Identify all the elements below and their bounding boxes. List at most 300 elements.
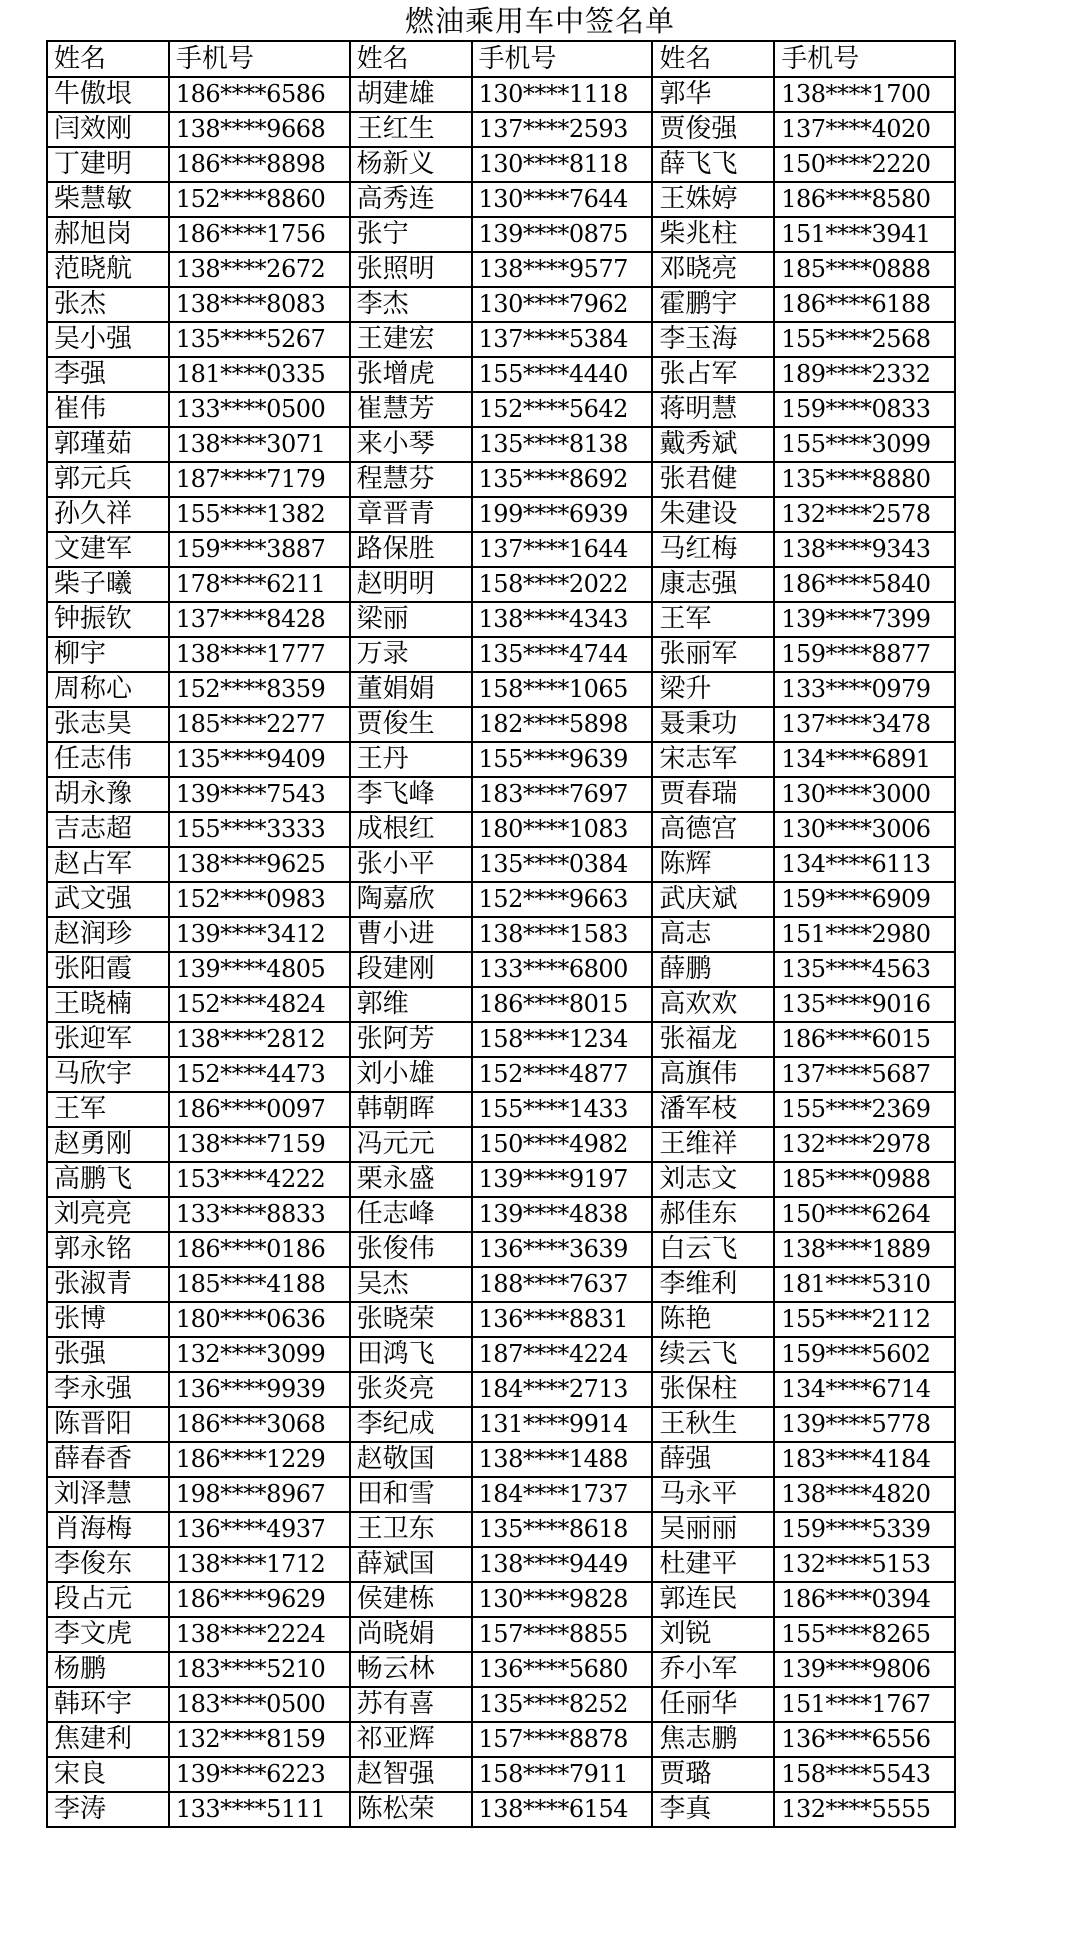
- cell-name-1: 李涛: [47, 1792, 169, 1827]
- cell-phone-3: 136****6556: [774, 1722, 955, 1757]
- table-row: [47, 847, 955, 882]
- cell-phone-1: 139****6223: [169, 1757, 350, 1792]
- cell-name-1: 张强: [47, 1337, 169, 1372]
- cell-phone-3: 138****1700: [774, 77, 955, 112]
- cell-phone-1: 155****3333: [169, 812, 350, 847]
- table-row: [47, 1372, 955, 1407]
- cell-name-2: 赵智强: [350, 1757, 472, 1792]
- table-row: [47, 462, 955, 497]
- cell-name-1: 杨鹏: [47, 1652, 169, 1687]
- cell-name-3: 王维祥: [652, 1127, 774, 1162]
- table-row: [47, 1722, 955, 1757]
- table-row: [47, 1792, 955, 1827]
- cell-phone-3: 138****1889: [774, 1232, 955, 1267]
- cell-name-3: 张丽军: [652, 637, 774, 672]
- table-row: [47, 392, 955, 427]
- cell-name-1: 焦建利: [47, 1722, 169, 1757]
- cell-phone-2: 135****8618: [472, 1512, 653, 1547]
- cell-name-2: 王丹: [350, 742, 472, 777]
- cell-name-3: 高德宫: [652, 812, 774, 847]
- cell-name-3: 朱建设: [652, 497, 774, 532]
- table-row: [47, 1162, 955, 1197]
- cell-phone-1: 139****3412: [169, 917, 350, 952]
- cell-phone-1: 186****3068: [169, 1407, 350, 1442]
- cell-name-3: 蒋明慧: [652, 392, 774, 427]
- cell-name-3: 续云飞: [652, 1337, 774, 1372]
- cell-name-3: 高欢欢: [652, 987, 774, 1022]
- cell-phone-2: 130****1118: [472, 77, 653, 112]
- cell-name-1: 王晓楠: [47, 987, 169, 1022]
- cell-phone-3: 134****6714: [774, 1372, 955, 1407]
- cell-phone-1: 185****4188: [169, 1267, 350, 1302]
- cell-phone-1: 138****3071: [169, 427, 350, 462]
- cell-phone-2: 155****1433: [472, 1092, 653, 1127]
- cell-name-1: 薛春香: [47, 1442, 169, 1477]
- cell-name-1: 武文强: [47, 882, 169, 917]
- table-row: [47, 322, 955, 357]
- cell-phone-2: 139****0875: [472, 217, 653, 252]
- cell-name-3: 白云飞: [652, 1232, 774, 1267]
- table-body: [47, 77, 955, 1827]
- table-row: [47, 1337, 955, 1372]
- cell-phone-2: 138****1583: [472, 917, 653, 952]
- cell-phone-3: 186****6188: [774, 287, 955, 322]
- cell-name-3: 戴秀斌: [652, 427, 774, 462]
- cell-phone-2: 139****4838: [472, 1197, 653, 1232]
- cell-phone-2: 184****1737: [472, 1477, 653, 1512]
- cell-name-1: 郭元兵: [47, 462, 169, 497]
- cell-phone-3: 132****5153: [774, 1547, 955, 1582]
- table-row: [47, 882, 955, 917]
- cell-phone-2: 150****4982: [472, 1127, 653, 1162]
- cell-name-1: 韩环宇: [47, 1687, 169, 1722]
- table-row: [47, 217, 955, 252]
- cell-name-2: 李纪成: [350, 1407, 472, 1442]
- cell-phone-2: 199****6939: [472, 497, 653, 532]
- cell-name-3: 郭华: [652, 77, 774, 112]
- cell-phone-2: 136****8831: [472, 1302, 653, 1337]
- cell-name-2: 段建刚: [350, 952, 472, 987]
- cell-phone-3: 139****9806: [774, 1652, 955, 1687]
- cell-phone-2: 135****4744: [472, 637, 653, 672]
- cell-phone-2: 136****5680: [472, 1652, 653, 1687]
- cell-phone-1: 186****8898: [169, 147, 350, 182]
- cell-phone-2: 135****8138: [472, 427, 653, 462]
- cell-name-2: 韩朝晖: [350, 1092, 472, 1127]
- cell-phone-3: 186****6015: [774, 1022, 955, 1057]
- cell-name-1: 钟振钦: [47, 602, 169, 637]
- table-row: [47, 1092, 955, 1127]
- cell-phone-1: 133****0500: [169, 392, 350, 427]
- cell-name-1: 段占元: [47, 1582, 169, 1617]
- cell-name-3: 贾俊强: [652, 112, 774, 147]
- cell-name-3: 王姝婷: [652, 182, 774, 217]
- cell-phone-3: 139****5778: [774, 1407, 955, 1442]
- cell-phone-1: 159****3887: [169, 532, 350, 567]
- cell-name-3: 薛飞飞: [652, 147, 774, 182]
- cell-phone-1: 186****1229: [169, 1442, 350, 1477]
- table-row: [47, 707, 955, 742]
- cell-name-3: 郝佳东: [652, 1197, 774, 1232]
- cell-phone-2: 155****4440: [472, 357, 653, 392]
- cell-phone-3: 150****6264: [774, 1197, 955, 1232]
- cell-phone-1: 181****0335: [169, 357, 350, 392]
- cell-name-3: 高志: [652, 917, 774, 952]
- cell-name-2: 贾俊生: [350, 707, 472, 742]
- cell-name-3: 乔小军: [652, 1652, 774, 1687]
- cell-phone-3: 159****0833: [774, 392, 955, 427]
- cell-phone-1: 136****9939: [169, 1372, 350, 1407]
- cell-phone-3: 159****8877: [774, 637, 955, 672]
- cell-phone-1: 152****4824: [169, 987, 350, 1022]
- cell-name-1: 张杰: [47, 287, 169, 322]
- cell-name-3: 焦志鹏: [652, 1722, 774, 1757]
- cell-name-1: 李强: [47, 357, 169, 392]
- cell-name-2: 张宁: [350, 217, 472, 252]
- winner-list-table: [46, 40, 956, 1828]
- cell-name-3: 张君健: [652, 462, 774, 497]
- cell-phone-1: 138****8083: [169, 287, 350, 322]
- cell-phone-1: 198****8967: [169, 1477, 350, 1512]
- cell-name-3: 吴丽丽: [652, 1512, 774, 1547]
- cell-name-3: 郭连民: [652, 1582, 774, 1617]
- cell-phone-3: 159****6909: [774, 882, 955, 917]
- cell-name-1: 闫效刚: [47, 112, 169, 147]
- cell-name-2: 董娟娟: [350, 672, 472, 707]
- cell-name-2: 张晓荣: [350, 1302, 472, 1337]
- table-row: [47, 637, 955, 672]
- cell-phone-1: 153****4222: [169, 1162, 350, 1197]
- cell-phone-3: 159****5339: [774, 1512, 955, 1547]
- cell-name-2: 张炎亮: [350, 1372, 472, 1407]
- cell-name-1: 马欣宇: [47, 1057, 169, 1092]
- cell-phone-2: 158****1065: [472, 672, 653, 707]
- cell-phone-1: 183****0500: [169, 1687, 350, 1722]
- cell-phone-2: 158****1234: [472, 1022, 653, 1057]
- cell-name-1: 胡永豫: [47, 777, 169, 812]
- cell-name-2: 任志峰: [350, 1197, 472, 1232]
- cell-name-2: 赵敬国: [350, 1442, 472, 1477]
- cell-name-1: 赵占军: [47, 847, 169, 882]
- cell-phone-2: 184****2713: [472, 1372, 653, 1407]
- cell-phone-1: 138****2224: [169, 1617, 350, 1652]
- table-row: [47, 1232, 955, 1267]
- cell-name-2: 章晋青: [350, 497, 472, 532]
- table-row: [47, 1512, 955, 1547]
- cell-name-2: 王卫东: [350, 1512, 472, 1547]
- cell-phone-3: 134****6113: [774, 847, 955, 882]
- table-row: [47, 252, 955, 287]
- cell-phone-3: 150****2220: [774, 147, 955, 182]
- cell-name-2: 胡建雄: [350, 77, 472, 112]
- cell-phone-3: 130****3006: [774, 812, 955, 847]
- cell-phone-1: 135****9409: [169, 742, 350, 777]
- table-row: [47, 602, 955, 637]
- cell-name-1: 高鹏飞: [47, 1162, 169, 1197]
- table-row: [47, 1057, 955, 1092]
- table-header-row: [47, 41, 955, 77]
- cell-name-1: 牛傲垠: [47, 77, 169, 112]
- cell-phone-1: 185****2277: [169, 707, 350, 742]
- cell-phone-1: 187****7179: [169, 462, 350, 497]
- cell-name-3: 梁升: [652, 672, 774, 707]
- cell-phone-3: 185****0988: [774, 1162, 955, 1197]
- cell-name-2: 李杰: [350, 287, 472, 322]
- cell-name-3: 聂秉功: [652, 707, 774, 742]
- cell-phone-1: 186****0186: [169, 1232, 350, 1267]
- cell-name-1: 李俊东: [47, 1547, 169, 1582]
- cell-phone-1: 152****8359: [169, 672, 350, 707]
- cell-phone-1: 183****5210: [169, 1652, 350, 1687]
- table-row: [47, 1442, 955, 1477]
- cell-phone-3: 138****4820: [774, 1477, 955, 1512]
- cell-name-1: 柴子曦: [47, 567, 169, 602]
- cell-phone-1: 133****8833: [169, 1197, 350, 1232]
- cell-name-2: 王红生: [350, 112, 472, 147]
- cell-phone-3: 186****0394: [774, 1582, 955, 1617]
- cell-name-2: 侯建栋: [350, 1582, 472, 1617]
- cell-phone-3: 135****9016: [774, 987, 955, 1022]
- cell-name-1: 李永强: [47, 1372, 169, 1407]
- cell-phone-2: 136****3639: [472, 1232, 653, 1267]
- cell-name-1: 文建军: [47, 532, 169, 567]
- cell-phone-2: 131****9914: [472, 1407, 653, 1442]
- cell-phone-2: 186****8015: [472, 987, 653, 1022]
- cell-name-2: 吴杰: [350, 1267, 472, 1302]
- cell-name-1: 郝旭岗: [47, 217, 169, 252]
- cell-name-2: 栗永盛: [350, 1162, 472, 1197]
- column-header-name-2: 姓名: [350, 41, 472, 77]
- cell-name-3: 刘志文: [652, 1162, 774, 1197]
- cell-phone-2: 135****0384: [472, 847, 653, 882]
- cell-phone-3: 181****5310: [774, 1267, 955, 1302]
- cell-phone-2: 130****7644: [472, 182, 653, 217]
- table-row: [47, 112, 955, 147]
- cell-phone-2: 139****9197: [472, 1162, 653, 1197]
- cell-name-2: 祁亚辉: [350, 1722, 472, 1757]
- cell-phone-3: 185****0888: [774, 252, 955, 287]
- cell-phone-1: 186****6586: [169, 77, 350, 112]
- cell-name-1: 柳宇: [47, 637, 169, 672]
- cell-phone-2: 152****9663: [472, 882, 653, 917]
- cell-phone-3: 132****2978: [774, 1127, 955, 1162]
- cell-phone-2: 135****8252: [472, 1687, 653, 1722]
- cell-phone-1: 136****4937: [169, 1512, 350, 1547]
- cell-name-2: 程慧芬: [350, 462, 472, 497]
- cell-phone-2: 158****2022: [472, 567, 653, 602]
- cell-phone-3: 134****6891: [774, 742, 955, 777]
- table-row: [47, 742, 955, 777]
- cell-phone-3: 132****2578: [774, 497, 955, 532]
- column-header-name-3: 姓名: [652, 41, 774, 77]
- cell-name-2: 尚晓娟: [350, 1617, 472, 1652]
- cell-name-3: 李真: [652, 1792, 774, 1827]
- table-row: [47, 1197, 955, 1232]
- cell-name-1: 宋良: [47, 1757, 169, 1792]
- cell-phone-3: 183****4184: [774, 1442, 955, 1477]
- cell-phone-1: 138****9668: [169, 112, 350, 147]
- cell-name-1: 张淑青: [47, 1267, 169, 1302]
- cell-phone-3: 130****3000: [774, 777, 955, 812]
- cell-name-2: 张阿芳: [350, 1022, 472, 1057]
- cell-name-2: 崔慧芳: [350, 392, 472, 427]
- cell-name-1: 张博: [47, 1302, 169, 1337]
- cell-name-3: 柴兆柱: [652, 217, 774, 252]
- cell-phone-1: 133****5111: [169, 1792, 350, 1827]
- column-header-phone-1: 手机号: [169, 41, 350, 77]
- table-row: [47, 1617, 955, 1652]
- table-row: [47, 427, 955, 462]
- cell-name-2: 来小琴: [350, 427, 472, 462]
- cell-name-3: 贾春瑞: [652, 777, 774, 812]
- cell-name-3: 邓晓亮: [652, 252, 774, 287]
- cell-phone-2: 138****9449: [472, 1547, 653, 1582]
- cell-phone-2: 130****7962: [472, 287, 653, 322]
- cell-phone-2: 152****5642: [472, 392, 653, 427]
- cell-name-1: 王军: [47, 1092, 169, 1127]
- cell-name-2: 薛斌国: [350, 1547, 472, 1582]
- cell-phone-1: 155****1382: [169, 497, 350, 532]
- cell-phone-2: 152****4877: [472, 1057, 653, 1092]
- cell-name-1: 吉志超: [47, 812, 169, 847]
- cell-phone-2: 157****8878: [472, 1722, 653, 1757]
- table-row: [47, 812, 955, 847]
- cell-phone-1: 138****9625: [169, 847, 350, 882]
- cell-phone-3: 137****3478: [774, 707, 955, 742]
- cell-phone-1: 139****7543: [169, 777, 350, 812]
- cell-phone-3: 137****5687: [774, 1057, 955, 1092]
- cell-phone-1: 152****0983: [169, 882, 350, 917]
- cell-phone-2: 138****9577: [472, 252, 653, 287]
- cell-name-1: 张志昊: [47, 707, 169, 742]
- cell-phone-3: 158****5543: [774, 1757, 955, 1792]
- cell-name-3: 王军: [652, 602, 774, 637]
- cell-name-2: 张照明: [350, 252, 472, 287]
- cell-name-2: 田和雪: [350, 1477, 472, 1512]
- table-row: [47, 1547, 955, 1582]
- cell-name-3: 张福龙: [652, 1022, 774, 1057]
- cell-name-3: 武庆斌: [652, 882, 774, 917]
- cell-phone-1: 152****4473: [169, 1057, 350, 1092]
- cell-name-2: 赵明明: [350, 567, 472, 602]
- cell-name-2: 曹小进: [350, 917, 472, 952]
- cell-phone-2: 133****6800: [472, 952, 653, 987]
- cell-name-1: 范晓航: [47, 252, 169, 287]
- column-header-phone-3: 手机号: [774, 41, 955, 77]
- cell-phone-3: 186****8580: [774, 182, 955, 217]
- cell-name-2: 路保胜: [350, 532, 472, 567]
- cell-phone-2: 180****1083: [472, 812, 653, 847]
- table-row: [47, 917, 955, 952]
- cell-phone-2: 137****5384: [472, 322, 653, 357]
- cell-phone-2: 155****9639: [472, 742, 653, 777]
- cell-name-2: 陶嘉欣: [350, 882, 472, 917]
- cell-phone-2: 182****5898: [472, 707, 653, 742]
- cell-phone-1: 178****6211: [169, 567, 350, 602]
- table-row: [47, 1302, 955, 1337]
- cell-name-2: 李飞峰: [350, 777, 472, 812]
- cell-name-2: 张俊伟: [350, 1232, 472, 1267]
- cell-name-3: 宋志军: [652, 742, 774, 777]
- cell-name-3: 李玉海: [652, 322, 774, 357]
- table-row: [47, 1477, 955, 1512]
- cell-phone-1: 186****0097: [169, 1092, 350, 1127]
- cell-name-3: 王秋生: [652, 1407, 774, 1442]
- cell-name-1: 刘亮亮: [47, 1197, 169, 1232]
- cell-phone-1: 138****2812: [169, 1022, 350, 1057]
- cell-phone-2: 130****9828: [472, 1582, 653, 1617]
- cell-name-2: 刘小雄: [350, 1057, 472, 1092]
- table-row: [47, 952, 955, 987]
- table-row: [47, 497, 955, 532]
- cell-phone-1: 135****5267: [169, 322, 350, 357]
- cell-name-2: 梁丽: [350, 602, 472, 637]
- table-row: [47, 567, 955, 602]
- cell-phone-3: 139****7399: [774, 602, 955, 637]
- cell-phone-3: 151****3941: [774, 217, 955, 252]
- cell-phone-3: 155****2568: [774, 322, 955, 357]
- cell-phone-3: 159****5602: [774, 1337, 955, 1372]
- table-row: [47, 532, 955, 567]
- cell-name-3: 杜建平: [652, 1547, 774, 1582]
- cell-name-1: 李文虎: [47, 1617, 169, 1652]
- cell-phone-1: 152****8860: [169, 182, 350, 217]
- cell-name-1: 张阳霞: [47, 952, 169, 987]
- cell-name-3: 贾璐: [652, 1757, 774, 1792]
- page-title: 燃油乘用车中签名单: [404, 4, 675, 38]
- cell-name-3: 张保柱: [652, 1372, 774, 1407]
- cell-phone-2: 183****7697: [472, 777, 653, 812]
- cell-name-1: 吴小强: [47, 322, 169, 357]
- cell-name-2: 王建宏: [350, 322, 472, 357]
- cell-phone-1: 186****9629: [169, 1582, 350, 1617]
- cell-name-3: 马永平: [652, 1477, 774, 1512]
- table-row: [47, 1687, 955, 1722]
- cell-name-2: 张增虎: [350, 357, 472, 392]
- cell-name-2: 万录: [350, 637, 472, 672]
- cell-phone-1: 138****1712: [169, 1547, 350, 1582]
- cell-phone-2: 130****8118: [472, 147, 653, 182]
- table-row: [47, 1652, 955, 1687]
- cell-name-1: 郭永铭: [47, 1232, 169, 1267]
- cell-phone-2: 138****6154: [472, 1792, 653, 1827]
- table-row: [47, 287, 955, 322]
- cell-phone-1: 138****1777: [169, 637, 350, 672]
- table-row: [47, 987, 955, 1022]
- cell-phone-3: 155****8265: [774, 1617, 955, 1652]
- cell-name-1: 肖海梅: [47, 1512, 169, 1547]
- cell-name-2: 张小平: [350, 847, 472, 882]
- cell-name-1: 崔伟: [47, 392, 169, 427]
- cell-phone-2: 137****2593: [472, 112, 653, 147]
- cell-name-3: 张占军: [652, 357, 774, 392]
- cell-name-3: 刘锐: [652, 1617, 774, 1652]
- cell-name-1: 张迎军: [47, 1022, 169, 1057]
- cell-phone-3: 151****2980: [774, 917, 955, 952]
- cell-name-2: 畅云林: [350, 1652, 472, 1687]
- table-row: [47, 1022, 955, 1057]
- cell-name-3: 霍鹏宇: [652, 287, 774, 322]
- cell-phone-2: 138****4343: [472, 602, 653, 637]
- cell-phone-3: 133****0979: [774, 672, 955, 707]
- cell-name-1: 周称心: [47, 672, 169, 707]
- cell-name-3: 任丽华: [652, 1687, 774, 1722]
- cell-phone-3: 151****1767: [774, 1687, 955, 1722]
- cell-name-2: 陈松荣: [350, 1792, 472, 1827]
- cell-name-3: 马红梅: [652, 532, 774, 567]
- cell-phone-2: 137****1644: [472, 532, 653, 567]
- cell-name-2: 郭维: [350, 987, 472, 1022]
